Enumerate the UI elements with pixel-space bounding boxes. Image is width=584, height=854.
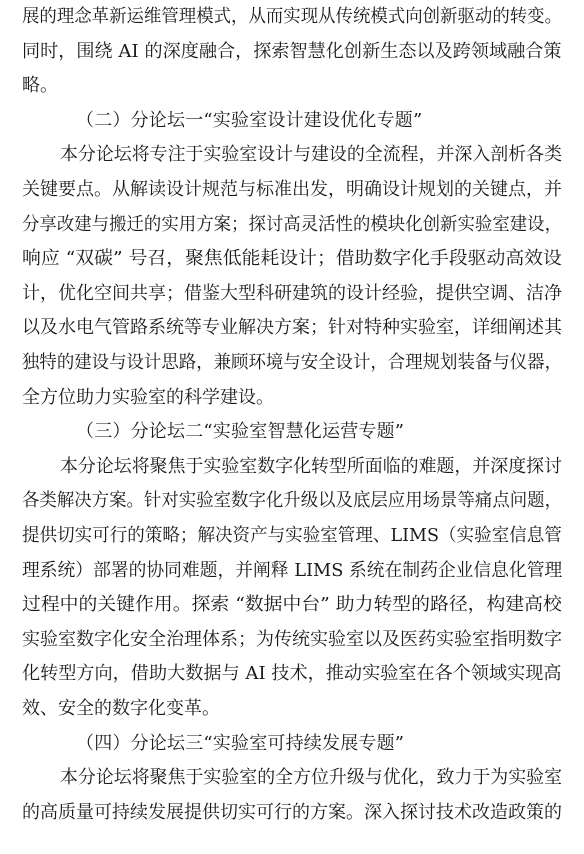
body-line bbox=[0, 35, 584, 69]
body-line bbox=[0, 173, 584, 207]
line-text: 同时，围绕 AI 的深度融合，探索智慧化创新生态以及跨领域融合策 bbox=[22, 40, 562, 62]
section-heading bbox=[0, 727, 584, 761]
body-line bbox=[0, 623, 584, 657]
paragraph-first-line bbox=[0, 450, 584, 484]
paragraph-first-line bbox=[0, 138, 584, 172]
body-line bbox=[0, 277, 584, 311]
line-text: 关键要点。从解读设计规范与标准出发，明确设计规划的关键点，并 bbox=[22, 179, 562, 200]
line-text: 以及水电气管路系统等专业解决方案；针对特种实验室，详细阐述其 bbox=[22, 317, 562, 339]
line-text: 过程中的关键作用。探索 “数据中台” 助力转型的路径，构建高校 bbox=[22, 594, 562, 616]
body-line bbox=[0, 0, 584, 34]
body-line bbox=[0, 346, 584, 380]
body-line bbox=[0, 692, 584, 726]
body-line bbox=[0, 484, 584, 518]
line-text: 实验室数字化安全治理体系；为传统实验室以及医药实验室指明数字 bbox=[22, 628, 562, 650]
section-heading bbox=[0, 415, 584, 449]
line-text: 本分论坛将聚焦于实验室的全方位升级与优化，致力于为实验室 bbox=[60, 767, 562, 789]
body-line bbox=[0, 519, 584, 553]
line-text: 各类解决方案。针对实验室数字化升级以及底层应用场景等痛点问题， bbox=[22, 490, 562, 512]
line-text: 响应 “双碳” 号召，聚焦低能耗设计；借助数字化手段驱动高效设 bbox=[22, 248, 562, 270]
line-text: 效、安全的数字化变革。 bbox=[22, 698, 220, 719]
heading-text: （四）分论坛三“实验室可持续发展专题” bbox=[76, 732, 405, 754]
body-line bbox=[0, 208, 584, 242]
paragraph-first-line bbox=[0, 761, 584, 795]
body-line bbox=[0, 311, 584, 345]
body-line bbox=[0, 796, 584, 830]
line-text: 计，优化空间共享；借鉴大型科研建筑的设计经验，提供空调、洁净 bbox=[22, 282, 562, 304]
line-text: 理系统）部署的协同难题，并阐释 LIMS 系统在制药企业信息化管理 bbox=[22, 559, 563, 581]
heading-text: （三）分论坛二“实验室智慧化运营专题” bbox=[76, 421, 405, 443]
body-line bbox=[0, 242, 584, 276]
body-line bbox=[0, 381, 584, 415]
body-line bbox=[0, 554, 584, 588]
line-text: 本分论坛将专注于实验室设计与建设的全流程，并深入剖析各类 bbox=[60, 144, 562, 166]
line-text: 分享改建与搬迁的实用方案；探讨高灵活性的模块化创新实验室建设， bbox=[22, 213, 562, 235]
line-text: 的高质量可持续发展提供切实可行的方案。深入探讨技术改造政策的 bbox=[22, 801, 562, 823]
body-line bbox=[0, 657, 584, 691]
section-heading bbox=[0, 104, 584, 138]
line-text: 独特的建设与设计思路，兼顾环境与安全设计，合理规划装备与仪器， bbox=[22, 352, 562, 373]
body-line bbox=[0, 69, 584, 103]
line-text: 本分论坛将聚焦于实验室数字化转型所面临的难题，并深度探讨 bbox=[60, 455, 562, 477]
line-text: 全方位助力实验室的科学建设。 bbox=[22, 386, 274, 408]
line-text: 化转型方向，借助大数据与 AI 技术，推动实验室在各个领域实现高 bbox=[22, 663, 562, 685]
line-text: 略。 bbox=[22, 75, 58, 97]
line-text: 提供切实可行的策略；解决资产与实验室管理、LIMS（实验室信息管 bbox=[22, 525, 562, 546]
heading-text: （二）分论坛一“实验室设计建设优化专题” bbox=[76, 109, 423, 131]
body-line bbox=[0, 588, 584, 622]
line-text: 展的理念革新运维管理模式，从而实现从传统模式向创新驱动的转变。 bbox=[22, 6, 562, 27]
